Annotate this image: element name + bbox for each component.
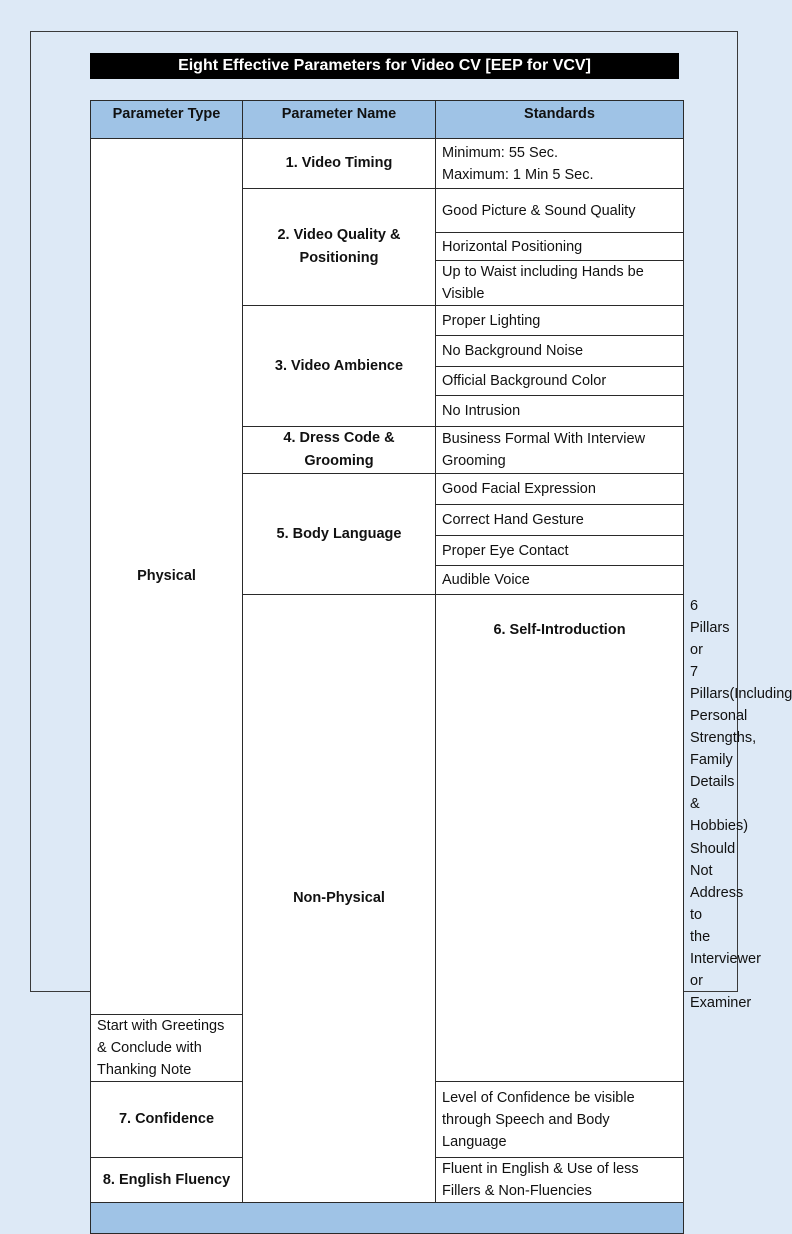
parameter-name-body-language: 5. Body Language (243, 474, 436, 595)
standard-cell: Proper Lighting (436, 306, 684, 336)
standard-cell: Audible Voice (436, 566, 684, 595)
header-standards: Standards (436, 101, 684, 139)
parameter-name-confidence: 7. Confidence (91, 1082, 243, 1158)
table-row: Should Not Address to the Interviewer or Examiner (690, 841, 761, 1011)
table-footer-cell (91, 1203, 684, 1234)
table-row (91, 139, 684, 189)
parameter-type-non-physical: Non-Physical (243, 595, 436, 1203)
parameter-name-dress-code: 4. Dress Code & Grooming (243, 427, 436, 474)
header-parameter-name: Parameter Name (243, 101, 436, 139)
standard-cell: Fluent in English & Use of less Fillers & Non-Fluencies (436, 1158, 684, 1203)
document-title: Eight Effective Parameters for Video CV [EEP for VCV] (90, 53, 679, 79)
parameter-name-english-fluency: 8. English Fluency (91, 1158, 243, 1203)
parameter-name-video-ambience: 3. Video Ambience (243, 306, 436, 427)
standard-cell: Official Background Color (436, 367, 684, 396)
standard-cell: Level of Confidence be visible through Speech and Body Language (436, 1082, 684, 1158)
parameter-type-physical: Physical (91, 139, 243, 1015)
standard-cell: Good Facial Expression (436, 474, 684, 505)
standard-cell: No Background Noise (436, 336, 684, 367)
standard-cell: Business Formal With Interview Grooming (436, 427, 684, 474)
standard-cell: Proper Eye Contact (436, 536, 684, 566)
standard-cell: Horizontal Positioning (436, 233, 684, 261)
header-parameter-type: Parameter Type (91, 101, 243, 139)
standard-cell: Correct Hand Gesture (436, 505, 684, 536)
parameter-name-video-timing: 1. Video Timing (243, 139, 436, 189)
table-header-row (91, 101, 684, 139)
table-footer-row (91, 1203, 684, 1234)
standard-cell: Minimum: 55 Sec. Maximum: 1 Min 5 Sec. (436, 139, 684, 189)
parameter-name-video-quality: 2. Video Quality & Positioning (243, 189, 436, 306)
parameters-table (90, 100, 792, 1234)
standard-cell: No Intrusion (436, 396, 684, 427)
standard-cell: Good Picture & Sound Quality (436, 189, 684, 233)
table-row: Non-Physical 6. Self-Introduction 6 Pillars or 7 Pillars(Including Personal Strengths, Family Details & Hobbies) (91, 595, 684, 838)
standard-cell: Up to Waist including Hands be Visible (436, 261, 684, 306)
standard-cell: Start with Greetings & Conclude with Thanking Note (91, 1015, 243, 1082)
parameter-name-self-introduction: 6. Self-Introduction (436, 595, 684, 1082)
